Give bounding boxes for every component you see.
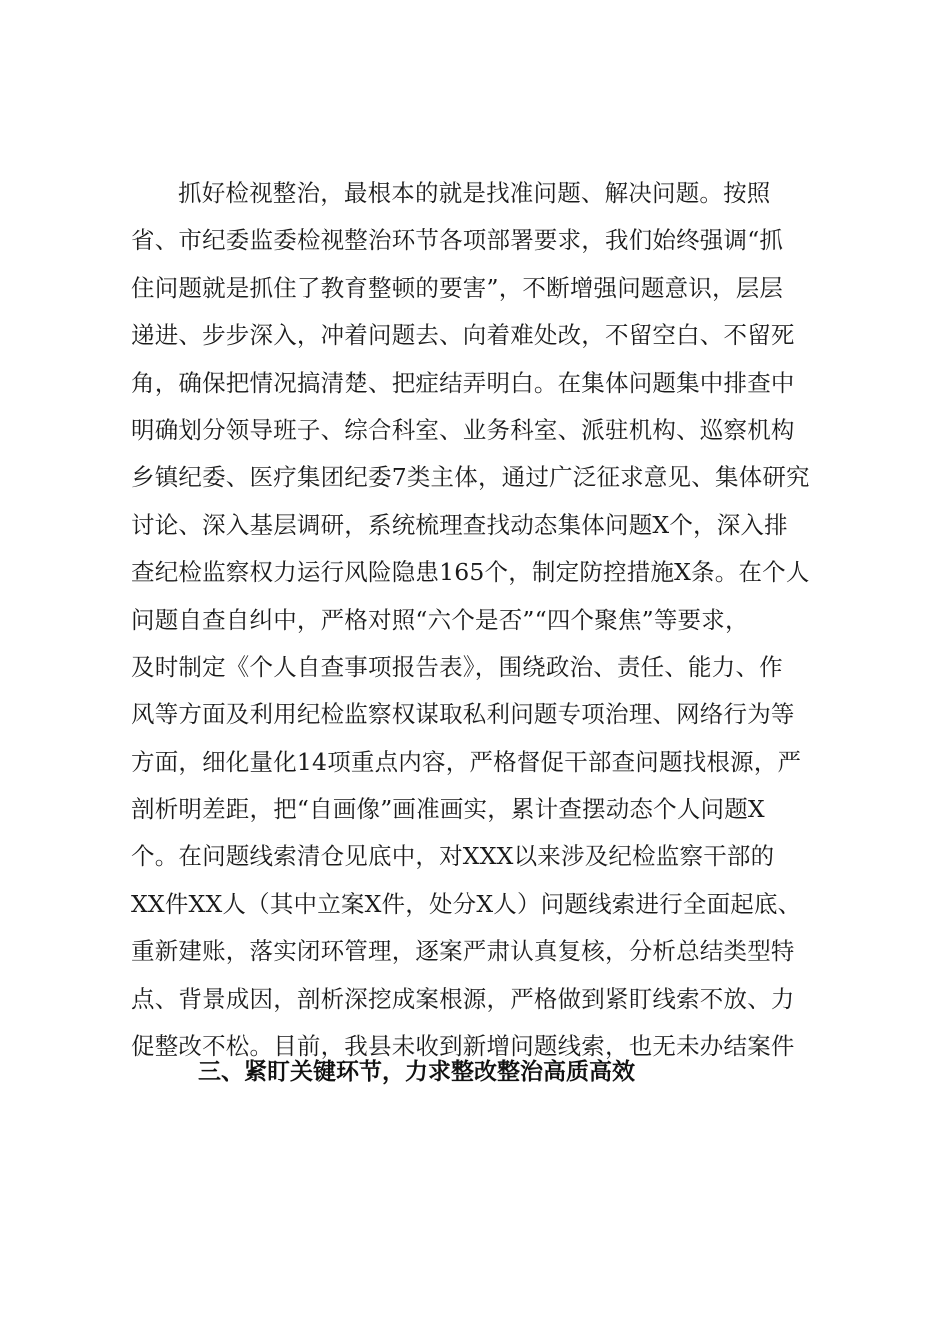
paragraph-line: 住问题就是抓住了教育整顿的要害”，不断增强问题意识，层层 xyxy=(131,273,784,302)
paragraph-line: 风等方面及利用纪检监察权谋取私利问题专项治理、网络行为等 xyxy=(131,700,795,729)
paragraph-line: XX件XX人（其中立案X件，处分X人）问题线索进行全面起底、 xyxy=(131,889,802,918)
paragraph-line: 促整改不松。目前，我县未收到新增问题线索，也无未办结案件 xyxy=(131,1032,795,1061)
paragraph-line: 讨论、深入基层调研，系统梳理查找动态集体问题X个，深入排 xyxy=(131,510,788,539)
paragraph-line: 省、市纪委监委检视整治环节各项部署要求，我们始终强调“抓 xyxy=(131,226,784,255)
paragraph-line: 方面，细化量化14项重点内容，严格督促干部查问题找根源，严 xyxy=(131,747,802,776)
section-heading: 三、紧盯关键环节，力求整改整治高质高效 xyxy=(198,1059,635,1085)
paragraph-line: 角，确保把情况搞清楚、把症结弄明白。在集体问题集中排查中 xyxy=(131,368,795,397)
paragraph-line: 乡镇纪委、医疗集团纪委7类主体，通过广泛征求意见、集体研究 xyxy=(131,463,810,492)
paragraph-line: 重新建账，落实闭环管理，逐案严肃认真复核，分析总结类型特 xyxy=(131,937,795,966)
paragraph-line: 查纪检监察权力运行风险隐患165个，制定防控措施X条。在个人 xyxy=(131,558,810,587)
body-paragraph xyxy=(131,170,861,1070)
paragraph-line: 抓好检视整治，最根本的就是找准问题、解决问题。按照 xyxy=(178,179,771,207)
paragraph-line: 剖析明差距，把“自画像”画准画实，累计查摆动态个人问题X xyxy=(131,795,765,824)
paragraph-line: 及时制定《个人自查事项报告表》，围绕政治、责任、能力、作 xyxy=(131,652,783,681)
paragraph-line: 点、背景成因，剖析深挖成案根源，严格做到紧盯线索不放、力 xyxy=(131,984,795,1013)
paragraph-line: 递进、步步深入，冲着问题去、向着难处改，不留空白、不留死 xyxy=(131,321,795,350)
paragraph-line: 明确划分领导班子、综合科室、业务科室、派驻机构、巡察机构 xyxy=(131,415,795,444)
paragraph-line: 个。在问题线索清仓见底中，对XXX以来涉及纪检监察干部的 xyxy=(131,842,775,871)
paragraph-line: 问题自查自纠中，严格对照“六个是否”“四个聚焦”等要求， xyxy=(131,605,749,634)
